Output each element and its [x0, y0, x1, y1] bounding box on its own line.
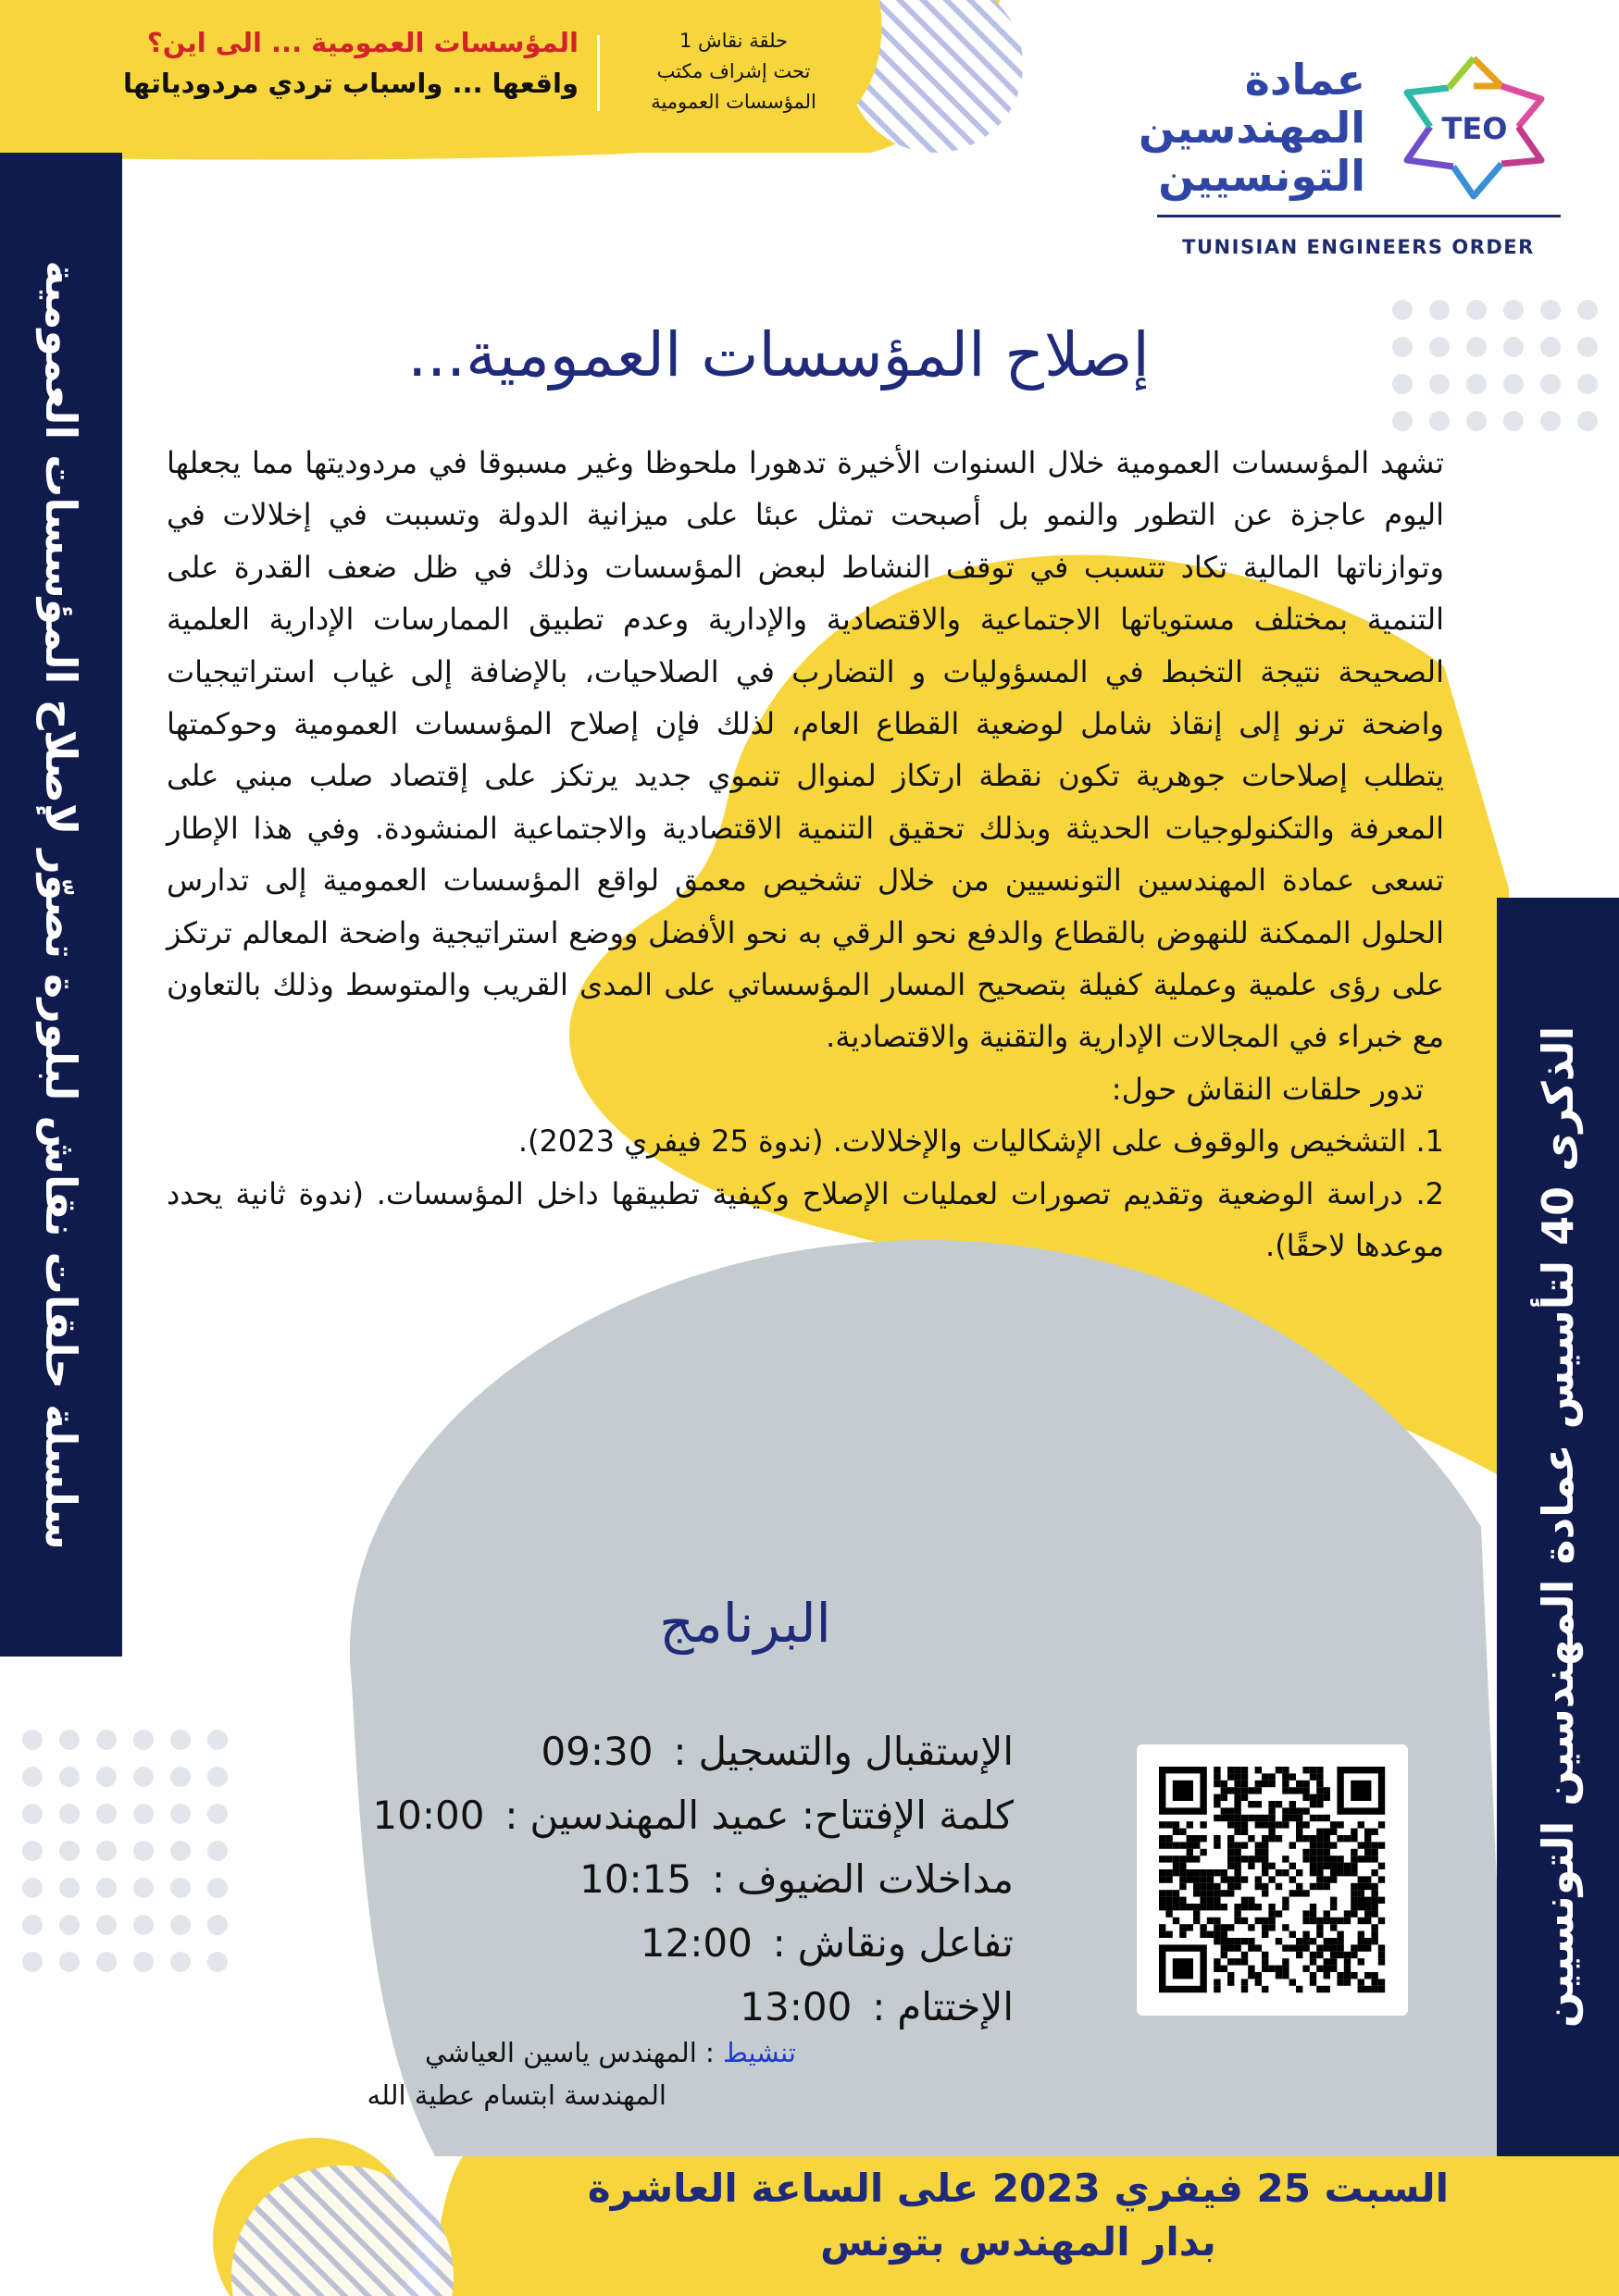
supervision-line-1: تحت إشراف مكتب — [656, 60, 811, 82]
program-item-label: الإستقبال والتسجيل — [698, 1729, 1014, 1774]
facilitation-line-1 — [231, 2031, 796, 2074]
program-separator: : — [872, 1984, 886, 2029]
brand-divider — [1157, 215, 1561, 217]
program-separator: : — [772, 1920, 786, 1966]
header-session-info — [611, 26, 856, 118]
facilitator-2: المهندسة ابتسام عطية الله — [367, 2079, 666, 2111]
topic-line-2: واقعها ... واسباب تردي مردودياتها — [122, 68, 579, 99]
program-item-time: 12:00 — [640, 1920, 753, 1966]
qr-code-icon — [1137, 1744, 1408, 2016]
brand-name-line-2: المهندسين — [1138, 103, 1365, 153]
right-banner-text: الذكرى 40 لتأسيس عمادة المهندسين التونسيين — [1533, 1025, 1583, 2029]
program-separator: : — [504, 1793, 518, 1838]
supervision-line-2: المؤسسات العمومية — [651, 91, 816, 113]
program-item-label: تفاعل ونقاش — [797, 1920, 1014, 1966]
logo-letters: TEO — [1441, 111, 1508, 146]
program-row — [167, 1911, 1014, 1975]
facilitation-label: تنشيط — [723, 2037, 796, 2068]
right-vertical-banner — [1497, 898, 1619, 2156]
program-row — [167, 1783, 1014, 1847]
left-banner-text: سلسلة حلقات نقاش لبلورة تصوّر لإصلاح المؤسسات العمومية — [36, 259, 86, 1550]
program-item-label: الإختتام — [897, 1984, 1014, 2029]
program-row — [167, 1847, 1014, 1911]
program-schedule — [167, 1719, 1014, 2039]
program-item-time: 13:00 — [740, 1984, 853, 2029]
program-item-time: 10:15 — [579, 1856, 692, 1902]
footer-venue: بدار المهندس بتونس — [820, 2219, 1216, 2265]
facilitation — [231, 2031, 796, 2116]
brand-name-arabic — [1125, 56, 1365, 200]
session-number: حلقة نقاش 1 — [679, 30, 789, 52]
left-vertical-banner — [0, 153, 122, 1657]
program-item-label: مداخلات الضيوف — [737, 1856, 1014, 1902]
body-text — [167, 437, 1444, 1272]
body-paragraph: تشهد المؤسسات العمومية خلال السنوات الأخيرة تدهورا ملحوظا وغير مسبوقا في مردوديتها مما يجعلها اليوم عاجزة عن التطور والنمو بل أصبحت تمثل عبئا على ميزانية الدولة وتسببت في إخلالات في وتوازناتها المالية تكاد تتسبب في توقف النشاط لبعض المؤسسات وذلك في ظل ضعف القدرة على التنمية بمختلف مستوياتها الاجتماعية والاقتصادية والإدارية وعدم تطبيق الممارسات الإدارية العلمية الصحيحة نتيجة التخبط في المسؤوليات و التضارب في الصلاحيات، بالإضافة إلى غياب استراتيجيات واضحة ترنو إلى إنقاذ شامل لوضعية القطاع العام، لذلك فإن إصلاح المؤسسات العمومية وحوكمتها يتطلب إصلاحات جوهرية تكون نقطة ارتكاز لمنوال تنموي جديد يرتكز على إقتصاد صلب مبني على المعرفة والتكنولوجيات الحديثة وبذلك تحقيق التنمية الاقتصادية والاجتماعية المنشودة. وفي هذا الإطار تسعى عمادة المهندسين التونسيين من خلال تشخيص معمق لواقع المؤسسات العمومية إلى تدارس الحلول الممكنة للنهوض بالقطاع والدفع نحو الرقي به نحو الأفضل ووضع استراتيجية واضحة المعالم ترتكز على رؤى علمية وعملية كفيلة بتصحيح المسار المؤسساتي على المدى القريب والمتوسط وذلك بالتعاون مع خبراء في المجالات الإدارية والتقنية والاقتصادية. — [167, 445, 1444, 1055]
program-separator: : — [712, 1856, 726, 1902]
topic-line-1: المؤسسات العمومية ... الى اين؟ — [146, 27, 579, 58]
program-item-time: 10:00 — [372, 1793, 485, 1838]
brand-name-line-1: عمادة — [1244, 55, 1365, 105]
footer-date: السبت 25 فيفري 2023 على الساعة العاشرة — [587, 2166, 1450, 2211]
discussion-intro: تدور حلقات النقاش حول: — [1111, 1071, 1424, 1107]
brand-name-english: TUNISIAN ENGINEERS ORDER — [1182, 236, 1535, 258]
brand-name-line-3: التونسيين — [1158, 151, 1365, 201]
teo-logo-icon — [1398, 51, 1551, 204]
facilitator-1: : المهندس ياسين العياشي — [424, 2037, 715, 2068]
dot-grid-top-right — [1392, 300, 1598, 431]
program-row — [167, 1975, 1014, 2039]
program-title: البرنامج — [659, 1592, 831, 1655]
header-topic — [56, 22, 579, 104]
discussion-item-1: 1. التشخيص والوقوف على الإشكاليات والإخلالات. (ندوة 25 فيفري 2023). — [517, 1123, 1444, 1160]
page-title: إصلاح المؤسسات العمومية... — [407, 319, 1150, 391]
program-separator: : — [673, 1729, 687, 1774]
program-item-time: 09:30 — [541, 1729, 654, 1774]
program-item-label: كلمة الإفتتاح: عميد المهندسين — [529, 1793, 1014, 1838]
qr-code[interactable] — [1137, 1744, 1408, 2016]
discussion-item-2: 2. دراسة الوضعية وتقديم تصورات لعمليات الإصلاح وكيفية تطبيقها داخل المؤسسات. (ندوة ثانية يحدد موعدها لاحقًا). — [167, 1175, 1444, 1264]
header-separator — [597, 35, 600, 111]
program-row — [167, 1719, 1014, 1783]
